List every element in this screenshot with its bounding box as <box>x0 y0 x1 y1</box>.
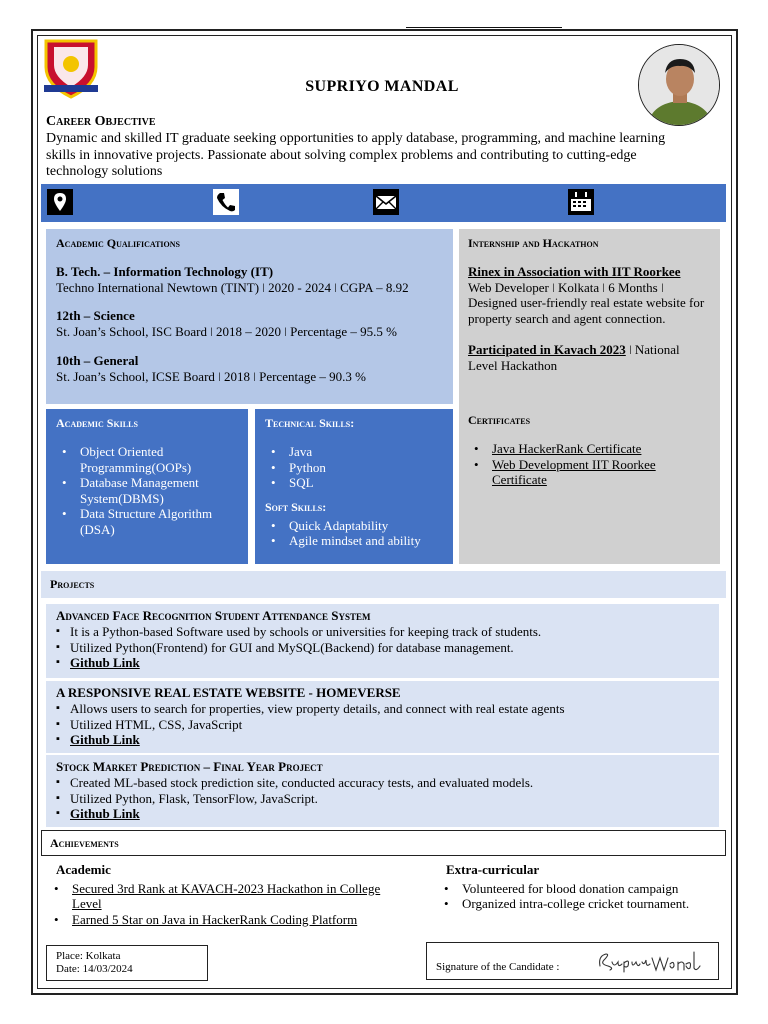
mail-icon <box>373 189 399 215</box>
achievement-item: • Earned 5 Star on Java in HackerRank Coding Platform <box>48 912 396 928</box>
education-title: Academic Qualifications <box>56 236 180 250</box>
technical-skills-list <box>265 444 443 491</box>
profile-photo <box>638 44 720 126</box>
skill-item: • SQL <box>265 475 443 491</box>
skill-item: • Python <box>265 460 443 476</box>
signature-image <box>596 948 706 974</box>
project-card <box>46 604 719 678</box>
hackathon-name: Participated in Kavach 2023 <box>468 342 626 357</box>
education-item: 10th – General St. Joan’s School, ICSE Board ǀ 2018 ǀ Percentage – 90.3 % <box>56 353 366 384</box>
college-logo <box>40 37 102 99</box>
skill-item: • Object Oriented Programming(OOPs) <box>56 444 238 475</box>
internship-role: Web Developer ǀ Kolkata ǀ 6 Months ǀ <box>468 279 664 295</box>
phone-icon <box>213 189 239 215</box>
hackathon-suffix: ǀ National Level Hackathon <box>468 342 680 373</box>
extracurricular-list <box>438 881 721 912</box>
academic-achievements-title: Academic <box>56 862 111 877</box>
academic-achievements <box>56 862 396 927</box>
skill-item: • Java <box>265 444 443 460</box>
achievement-item: • Volunteered for blood donation campaign <box>438 881 721 897</box>
education-item: 12th – Science St. Joan’s School, ISC Board ǀ 2018 – 2020 ǀ Percentage – 95.5 % <box>56 308 398 339</box>
skill-item: • Quick Adaptability <box>265 518 443 534</box>
objective-text: Dynamic and skilled IT graduate seeking opportunities to apply database, programming, and machine learning skills in innovative projects. Passionate about solving complex problems and contributing to cutting-edge technology solutions <box>46 131 666 179</box>
achievement-item: • Secured 3rd Rank at KAVACH-2023 Hackathon in College Level <box>48 881 396 912</box>
certificates-list <box>468 441 711 488</box>
academic-skills-title: Academic Skills <box>56 416 138 430</box>
achievements-title: Achievements <box>50 836 119 850</box>
technical-skills-section <box>255 409 453 564</box>
achievements-header <box>41 830 726 856</box>
certificate-item: • Java HackerRank Certificate <box>468 441 711 457</box>
projects-header <box>41 571 726 598</box>
certificate-item: • Web Development IIT Roorkee Certificate <box>468 457 711 488</box>
skill-item: • Agile mindset and ability <box>265 533 443 549</box>
location-icon <box>47 189 73 215</box>
soft-skills-title: Soft Skills: <box>265 499 327 514</box>
project-points: ▪ Allows users to search for properties, view property details, and connect with real estate agents ▪ Utilized HTML, CSS, JavaScript ▪ Github Link <box>56 701 709 748</box>
internship-description: Designed user-friendly real estate website for property search and agent connection. <box>468 295 705 326</box>
technical-skills-title: Technical Skills: <box>265 416 355 430</box>
place-text: Place: Kolkata <box>56 950 121 962</box>
github-link[interactable]: ▪ Github Link <box>56 732 709 748</box>
internship-company: Rinex in Association with IIT Roorkee <box>468 264 681 279</box>
objective-title: Career Objective <box>46 114 156 129</box>
extracurricular-achievements <box>446 862 721 912</box>
soft-skills-list <box>265 518 443 549</box>
academic-achievements-list <box>48 881 396 928</box>
internship-title: Internship and Hackathon <box>468 236 599 250</box>
project-card <box>46 755 719 827</box>
certificates-title: Certificates <box>468 413 531 427</box>
project-points: ▪ It is a Python-based Software used by schools or universities for keeping track of students. ▪ Utilized Python(Frontend) for GUI and MySQL(Backend) for database management. ▪ Github Link <box>56 624 709 671</box>
academic-qualifications-section <box>46 229 453 404</box>
achievement-item: • Organized intra-college cricket tournament. <box>438 896 721 912</box>
candidate-name: SUPRIYO MANDAL <box>305 78 459 95</box>
project-card <box>46 681 719 753</box>
academic-skills-section <box>46 409 248 564</box>
project-title: Advanced Face Recognition Student Attendance System <box>56 608 371 623</box>
internship-certificates-section <box>459 229 720 564</box>
calendar-icon <box>568 189 594 215</box>
project-title: Stock Market Prediction – Final Year Project <box>56 759 323 774</box>
skill-item: • Database Management System(DBMS) <box>56 475 238 506</box>
extracurricular-title: Extra-curricular <box>446 862 540 877</box>
project-points: ▪ Created ML-based stock prediction site, conducted accuracy tests, and evaluated models. ▪ Utilized Python, Flask, TensorFlow, JavaScript. ▪ Github Link <box>56 775 709 822</box>
date-text: Date: 14/03/2024 <box>56 963 133 975</box>
education-item: B. Tech. – Information Technology (IT) Techno International Newtown (TINT) ǀ 2020 - 2024 ǀ CGPA – 8.92 <box>56 264 409 295</box>
contact-bar <box>41 184 726 222</box>
signature-label: Signature of the Candidate : <box>436 961 560 973</box>
place-date-box <box>46 945 208 981</box>
github-link[interactable]: ▪ Github Link <box>56 806 709 822</box>
projects-title: Projects <box>50 577 95 591</box>
project-title: A RESPONSIVE REAL ESTATE WEBSITE - HOMEVERSE <box>56 685 401 700</box>
hackathon-line <box>468 342 711 373</box>
skill-item: • Data Structure Algorithm (DSA) <box>56 506 238 537</box>
github-link[interactable]: ▪ Github Link <box>56 655 709 671</box>
contact-blank-line <box>406 27 562 28</box>
academic-skills-list <box>56 444 238 537</box>
